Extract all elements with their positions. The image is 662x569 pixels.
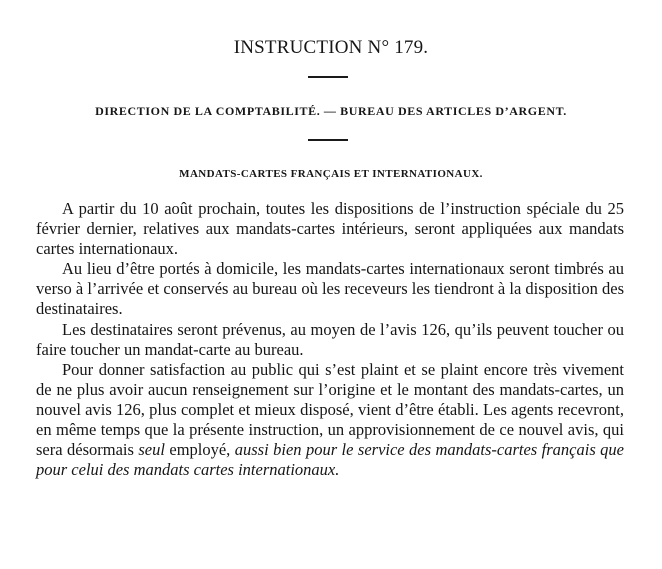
title-divider [308,76,348,78]
section-subtitle: MANDATS-CARTES FRANÇAIS ET INTERNATIONAUX. [179,168,483,180]
paragraph-2: Au lieu d’être portés à domicile, les mandats-cartes internationaux seront timbrés au verso à l’arrivée et conservés au bureau où les receveurs les tiendront à la disposition des destinataires. [36,259,624,319]
paragraph-4-emphasis-closing: aussi bien pour le service des mandats-cartes français que pour celui des mandats cartes internationaux. [36,440,624,480]
paragraph-4-text-cont: employé, [164,440,235,460]
section-divider [308,139,348,141]
paragraph-4-emphasis-seul: seul [138,440,165,460]
paragraph-4 [36,360,624,481]
paragraph-4-text: Pour donner satisfaction au public qui s’est plaint et se plaint encore très vivement de ne plus avoir aucun renseignement sur l’origine et le montant des mandats-cartes, un nouvel avis 126, plus complet et mieux disposé, vient d’être établi. Les agents recevront, en même temps que la présente instruction, un approvisionnement de ce nouvel avis, qui sera désormais [36,359,624,460]
paragraph-3: Les destinataires seront prévenus, au moyen de l’avis 126, qu’ils peuvent toucher ou faire toucher un mandat-carte au bureau. [36,319,624,359]
instruction-body [36,199,624,480]
instruction-title: INSTRUCTION N° 179. [233,37,429,58]
department-heading: DIRECTION DE LA COMPTABILITÉ. — BUREAU DES ARTICLES D’ARGENT. [95,104,567,118]
paragraph-1: A partir du 10 août prochain, toutes les dispositions de l’instruction spéciale du 25 février dernier, relatives aux mandats-cartes intérieurs, seront appliquées aux mandats cartes internationaux. [36,199,624,259]
